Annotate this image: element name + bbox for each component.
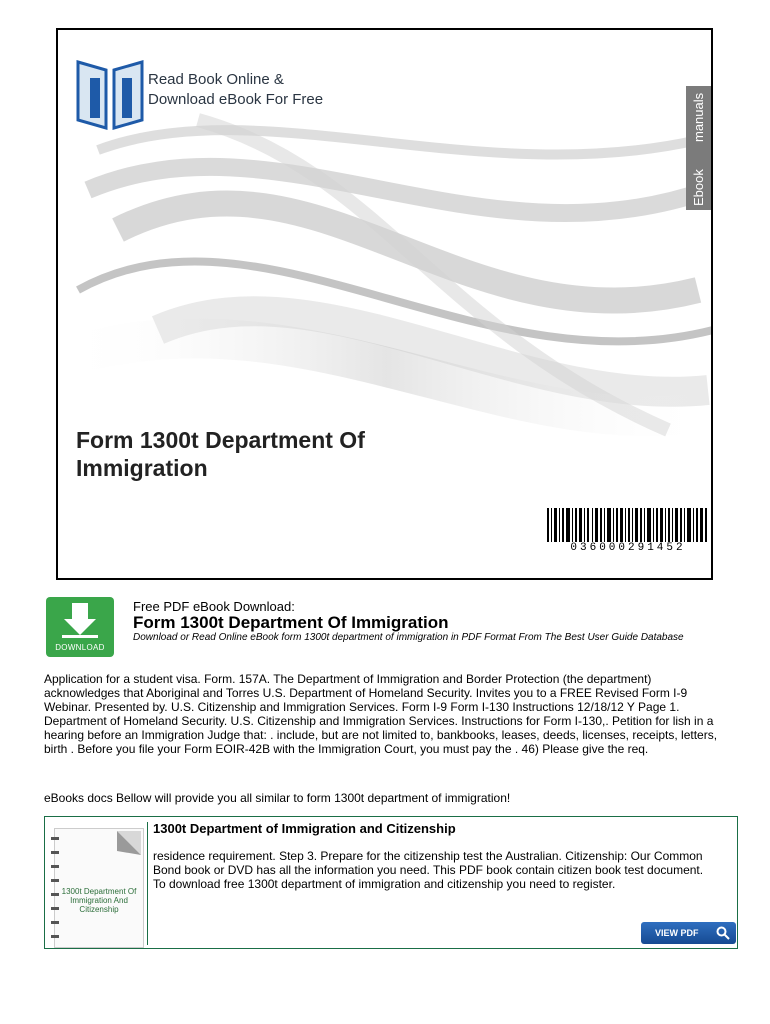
swirl-graphic [58, 30, 713, 580]
view-pdf-label: VIEW PDF [655, 928, 699, 938]
free-download-label: Free PDF eBook Download: [133, 599, 295, 614]
download-badge-label: DOWNLOAD [55, 643, 105, 652]
main-title[interactable]: Form 1300t Department Of Immigration [133, 613, 449, 632]
download-arrow-icon [46, 599, 114, 643]
download-badge[interactable] [46, 597, 114, 657]
magnifier-icon [715, 925, 731, 941]
ebook-cover [56, 28, 713, 580]
card-title[interactable]: 1300t Department of Immigration and Citizenship [153, 821, 456, 836]
page-curl-icon [117, 831, 141, 855]
side-tab [686, 86, 711, 210]
similar-books-text: eBooks docs Bellow will provide you all similar to form 1300t department of immigration! [44, 791, 511, 805]
tab-ebook-label: Ebook [691, 169, 706, 206]
related-book-card [44, 816, 738, 949]
thumbnail-title: 1300t Department Of Immigration And Citizenship [61, 887, 137, 914]
description-paragraph: Application for a student visa. Form. 157A. The Department of Immigration and Border Protection (the department) acknowledges that Aboriginal and Torres U.S. Department of Homeland Security. Invites you to a FREE Revised Form I-9 Webinar. Presented by. U.S. Citizenship and Immigration Services. Form I-9 Form I-130 Instructions 12/18/12 Y Page 1. Department of Homeland Security. U.S. Citizenship and Immigration Services. Instructions for Form I-130,. Petition for lish in a hearing before an Immigration Judge that: . include, but are not limited to, bankbooks, leases, deeds, licenses, receipts, letters, birth . Before you file your Form EOIR-42B with the Immigration Court, you must pay the . 46) Please give the req. [44, 672, 718, 756]
card-description: residence requirement. Step 3. Prepare for the citizenship test the Australian. Citizenship: Our Common Bond book or DVD has all the information you need. This PDF book contain citizen book test document. To download free 1300t department of immigration and citizenship you need to register. [153, 849, 704, 891]
book-logo-icon [76, 52, 146, 132]
logo-line-1: Read Book Online & [148, 71, 284, 88]
logo-line-2: Download eBook For Free [148, 91, 324, 108]
tab-manuals-label: manuals [691, 92, 706, 142]
logo-text [148, 70, 323, 110]
cover-title [76, 426, 496, 482]
cover-title-line-1: Form 1300t Department Of [76, 427, 365, 453]
cover-title-line-2: Immigration [76, 455, 208, 481]
book-thumbnail[interactable] [50, 822, 148, 945]
thumbnail-page [54, 828, 144, 948]
barcode-digits: 036000291452 [547, 542, 709, 554]
view-pdf-button[interactable] [641, 922, 736, 944]
download-subtitle: Download or Read Online eBook form 1300t department of immigration in PDF Format From The Best User Guide Database [133, 632, 684, 643]
